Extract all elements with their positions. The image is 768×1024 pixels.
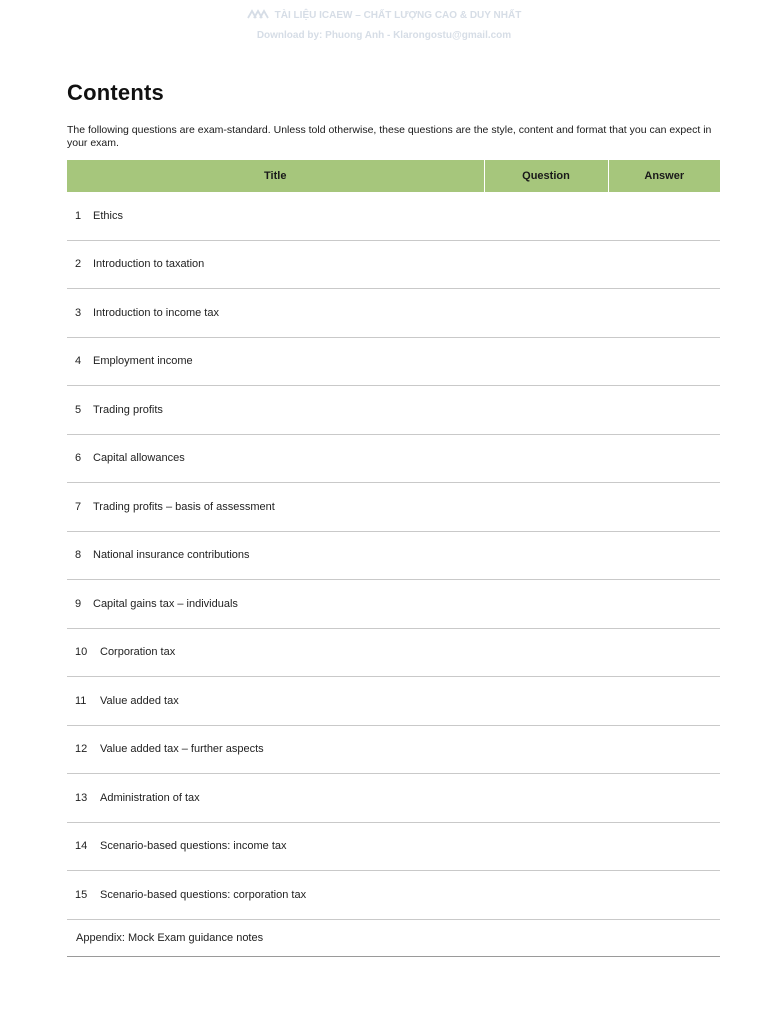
question-cell [484,774,608,823]
answer-cell [608,386,720,435]
row-title[interactable]: Scenario-based questions: income tax [100,840,287,853]
answer-cell [608,483,720,532]
row-title[interactable]: Trading profits – basis of assessment [93,500,275,513]
answer-cell [608,822,720,871]
row-number: 13 [75,791,88,804]
row-title-cell [67,483,484,532]
row-title-cell [67,192,484,240]
row-number: 2 [75,258,82,271]
table-row[interactable] [67,483,720,532]
answer-cell [608,774,720,823]
table-row[interactable] [67,774,720,823]
row-title[interactable]: Employment income [93,355,193,368]
header-title: Title [67,160,484,192]
row-title-cell [67,871,484,920]
row-title[interactable]: National insurance contributions [93,549,250,562]
row-title[interactable]: Value added tax [100,694,179,707]
row-number: 1 [75,209,82,222]
row-number: 14 [75,840,88,853]
answer-cell [608,240,720,289]
watermark-text-1: TÀI LIỆU ICAEW – CHẤT LƯỢNG CAO & DUY NHẤT [274,10,522,21]
watermark [0,6,768,46]
question-cell [484,386,608,435]
question-cell [484,531,608,580]
watermark-line-2: Download by: Phuong Anh - Klarongostu@gmail.com [256,30,512,41]
question-cell [484,240,608,289]
answer-cell [608,434,720,483]
table-row[interactable] [67,628,720,677]
row-title-cell [67,677,484,726]
row-title[interactable]: Introduction to taxation [93,258,205,271]
row-title[interactable]: Value added tax – further aspects [100,743,264,756]
question-cell [484,192,608,240]
row-title-cell [67,240,484,289]
question-cell [484,822,608,871]
row-title[interactable]: Introduction to income tax [93,306,219,319]
row-number: 4 [75,355,82,368]
table-row[interactable] [67,725,720,774]
answer-cell [608,725,720,774]
row-title-cell [67,725,484,774]
row-title[interactable]: Capital allowances [93,452,185,465]
row-number: 12 [75,743,88,756]
table-row[interactable] [67,337,720,386]
question-cell [484,483,608,532]
row-number: 8 [75,549,82,562]
table-row[interactable] [67,531,720,580]
header-answer: Answer [608,160,720,192]
row-number: 9 [75,597,82,610]
page-title: Contents [67,80,164,105]
watermark-line-1 [0,6,768,26]
table-header-row [67,160,720,192]
row-number: 5 [75,403,82,416]
header-question: Question [484,160,608,192]
row-title-cell [67,531,484,580]
appendix-cell [67,919,720,956]
table-row[interactable] [67,240,720,289]
answer-cell [608,580,720,629]
row-title[interactable]: Ethics [93,209,123,222]
table-row[interactable] [67,434,720,483]
row-title-cell [67,774,484,823]
answer-cell [608,289,720,338]
question-cell [484,871,608,920]
row-number: 3 [75,306,82,319]
question-cell [484,337,608,386]
contents-table [67,160,720,957]
row-title[interactable]: Capital gains tax – individuals [93,597,238,610]
row-title[interactable]: Corporation tax [100,646,176,659]
table-row[interactable] [67,677,720,726]
table-row[interactable] [67,386,720,435]
table-row[interactable] [67,871,720,920]
question-cell [484,628,608,677]
row-number: 15 [75,888,88,901]
appendix-row[interactable] [67,919,720,956]
table-row[interactable] [67,192,720,240]
question-cell [484,725,608,774]
row-number: 11 [75,694,87,707]
row-title-cell [67,822,484,871]
row-title-cell [67,386,484,435]
question-cell [484,289,608,338]
row-number: 10 [75,646,88,659]
appendix-title[interactable]: Appendix: Mock Exam guidance notes [76,931,264,944]
question-cell [484,434,608,483]
table-row[interactable] [67,289,720,338]
question-cell [484,677,608,726]
row-title-cell [67,580,484,629]
row-number: 6 [75,452,82,465]
row-number: 7 [75,500,82,513]
logo-icon [247,9,269,19]
table-row[interactable] [67,822,720,871]
answer-cell [608,677,720,726]
intro-paragraph: The following questions are exam-standard. Unless told otherwise, these questions are the style, content and format that you can expect in your exam. [67,124,712,149]
row-title-cell [67,434,484,483]
row-title-cell [67,337,484,386]
table-row[interactable] [67,580,720,629]
answer-cell [608,871,720,920]
row-title[interactable]: Trading profits [93,403,163,416]
row-title-cell [67,289,484,338]
row-title[interactable]: Scenario-based questions: corporation tax [100,888,307,901]
row-title-cell [67,628,484,677]
answer-cell [608,531,720,580]
answer-cell [608,192,720,240]
question-cell [484,580,608,629]
answer-cell [608,337,720,386]
row-title[interactable]: Administration of tax [100,791,200,804]
answer-cell [608,628,720,677]
